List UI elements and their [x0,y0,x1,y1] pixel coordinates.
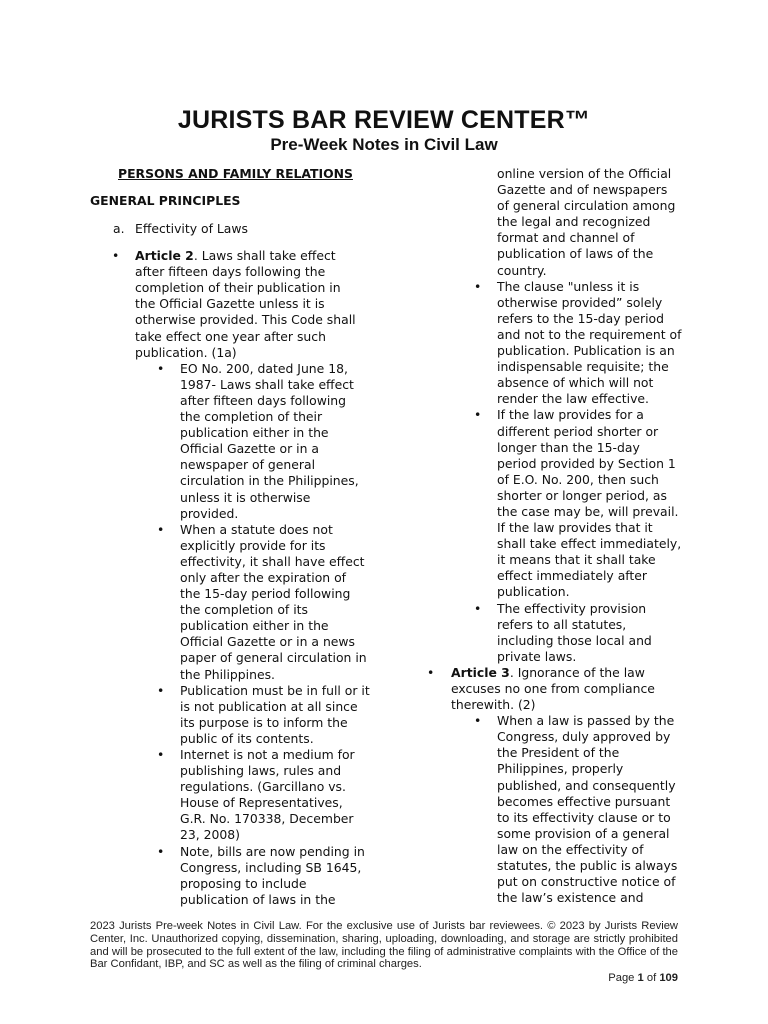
copyright-notice: 2023 Jurists Pre-week Notes in Civil Law. For the exclusive use of Jurists bar reviewees. © 2023 by Jurists Review Center, Inc. Unauthorized copying, dissemination, sharing, uploading, downloading, and storage are strictly prohibited and will be prosecuted to the full extent of the law, including the filing of administrative complaints with the Office of the Bar Confidant, IBP, and SC as well as the filing of criminal charges. [90,920,678,971]
sub-bullet-text: The effectivity provision refers to all statutes, including those local and private laws. [497,600,652,664]
bullet-icon: • [474,600,482,616]
right-column [426,166,688,906]
article-3-bullet [427,664,683,713]
document-subtitle: Pre-Week Notes in Civil Law [270,135,498,154]
sub-bullet [474,600,682,665]
bullet-icon: • [157,521,165,537]
bullet-icon: • [112,248,120,264]
sub-bullet-text: If the law provides for a different period shorter or longer than the 15-day period provided by Section 1 of E.O. No. 200, then such shorter or longer period, as the case may be, will prevail. If the law provides that it shall take effect immediately, it means that it shall take effect immediately after publication. [497,407,682,600]
sub-bullet-text: EO No. 200, dated June 18, 1987- Laws shall take effect after fifteen days following the completion of their publication either in the Official Gazette or in a newspaper of general circulation in the Philippines, unless it is otherwise provided. [180,360,359,521]
article-2-label: Article 2 [135,248,194,264]
bullet-icon: • [157,747,165,762]
sub-bullet-text: When a law is passed by the Congress, duly approved by the President of the Philippines, properly published, and consequently becomes effective pursuant to its effectivity clause or to some provision of a general law on the effectivity of statutes, the public is always put on constructive notice of the law’s existence and [497,713,678,906]
sub-bullet-text: Publication must be in full or it is not publication at all since its purpose is to inform the public of its contents. [180,682,370,746]
sub-bullet-text: Internet is not a medium for publishing laws, rules and regulations. (Garcillano vs. House of Representatives, G.R. No. 170338, December 23, 2008) [180,747,355,843]
sub-bullet [474,278,682,408]
document-title: JURISTS BAR REVIEW CENTER™ [177,106,591,134]
page-of: of [646,972,657,984]
page-number [608,972,678,984]
left-column [90,166,380,908]
sub-bullet-text: Note, bills are now pending in Congress, including SB 1645, proposing to include publication of laws in the [180,843,365,907]
subsection-heading: GENERAL PRINCIPLES [90,193,241,208]
list-item-label: Effectivity of Laws [135,221,248,236]
list-item-effectivity [113,221,380,237]
sub-bullet [157,521,370,683]
sub-bullet [474,713,682,906]
bullet-icon: • [157,360,165,376]
bullet-icon: • [474,713,482,729]
article-2-text: . Laws shall take effect after fifteen days following the completion of their publication in the Official Gazette unless it is otherwise provided. This Code shall take effect one year after such publication. (1a) [135,248,356,360]
sub-bullet [474,407,682,600]
section-heading: PERSONS AND FAMILY RELATIONS [118,166,353,181]
page-total: 109 [659,972,678,984]
bullet-icon: • [427,664,435,680]
article-3-text: . Ignorance of the law excuses no one from compliance therewith. (2) [451,664,655,713]
page-word: Page [608,972,635,984]
sub-bullet [157,360,370,522]
sub-bullet-text: The clause "unless it is otherwise provided” solely refers to the 15-day period and not to the requirement of publication. Publication is an indispensable requisite; the absence of which will not render the law effective. [497,278,682,407]
article-2-bullet [112,248,361,361]
sub-bullet [157,843,370,908]
list-marker: a. [113,221,125,236]
article-3-label: Article 3 [451,664,510,680]
bullet-icon: • [474,407,482,423]
page-current: 1 [637,972,644,984]
continuation-text: online version of the Official Gazette and of newspapers of general circulation among the legal and recognized format and channel of publication of laws of the country. [497,166,676,278]
sub-bullet-text: When a statute does not explicitly provide for its effectivity, it shall have effect only after the expiration of the 15-day period following the completion of its publication either in the Official Gazette or in a news paper of general circulation in the Philippines. [180,521,367,682]
sub-bullet [157,747,370,844]
bullet-icon: • [157,682,165,698]
sub-bullet [157,682,370,747]
bullet-icon: • [474,278,482,294]
bullet-icon: • [157,843,165,859]
